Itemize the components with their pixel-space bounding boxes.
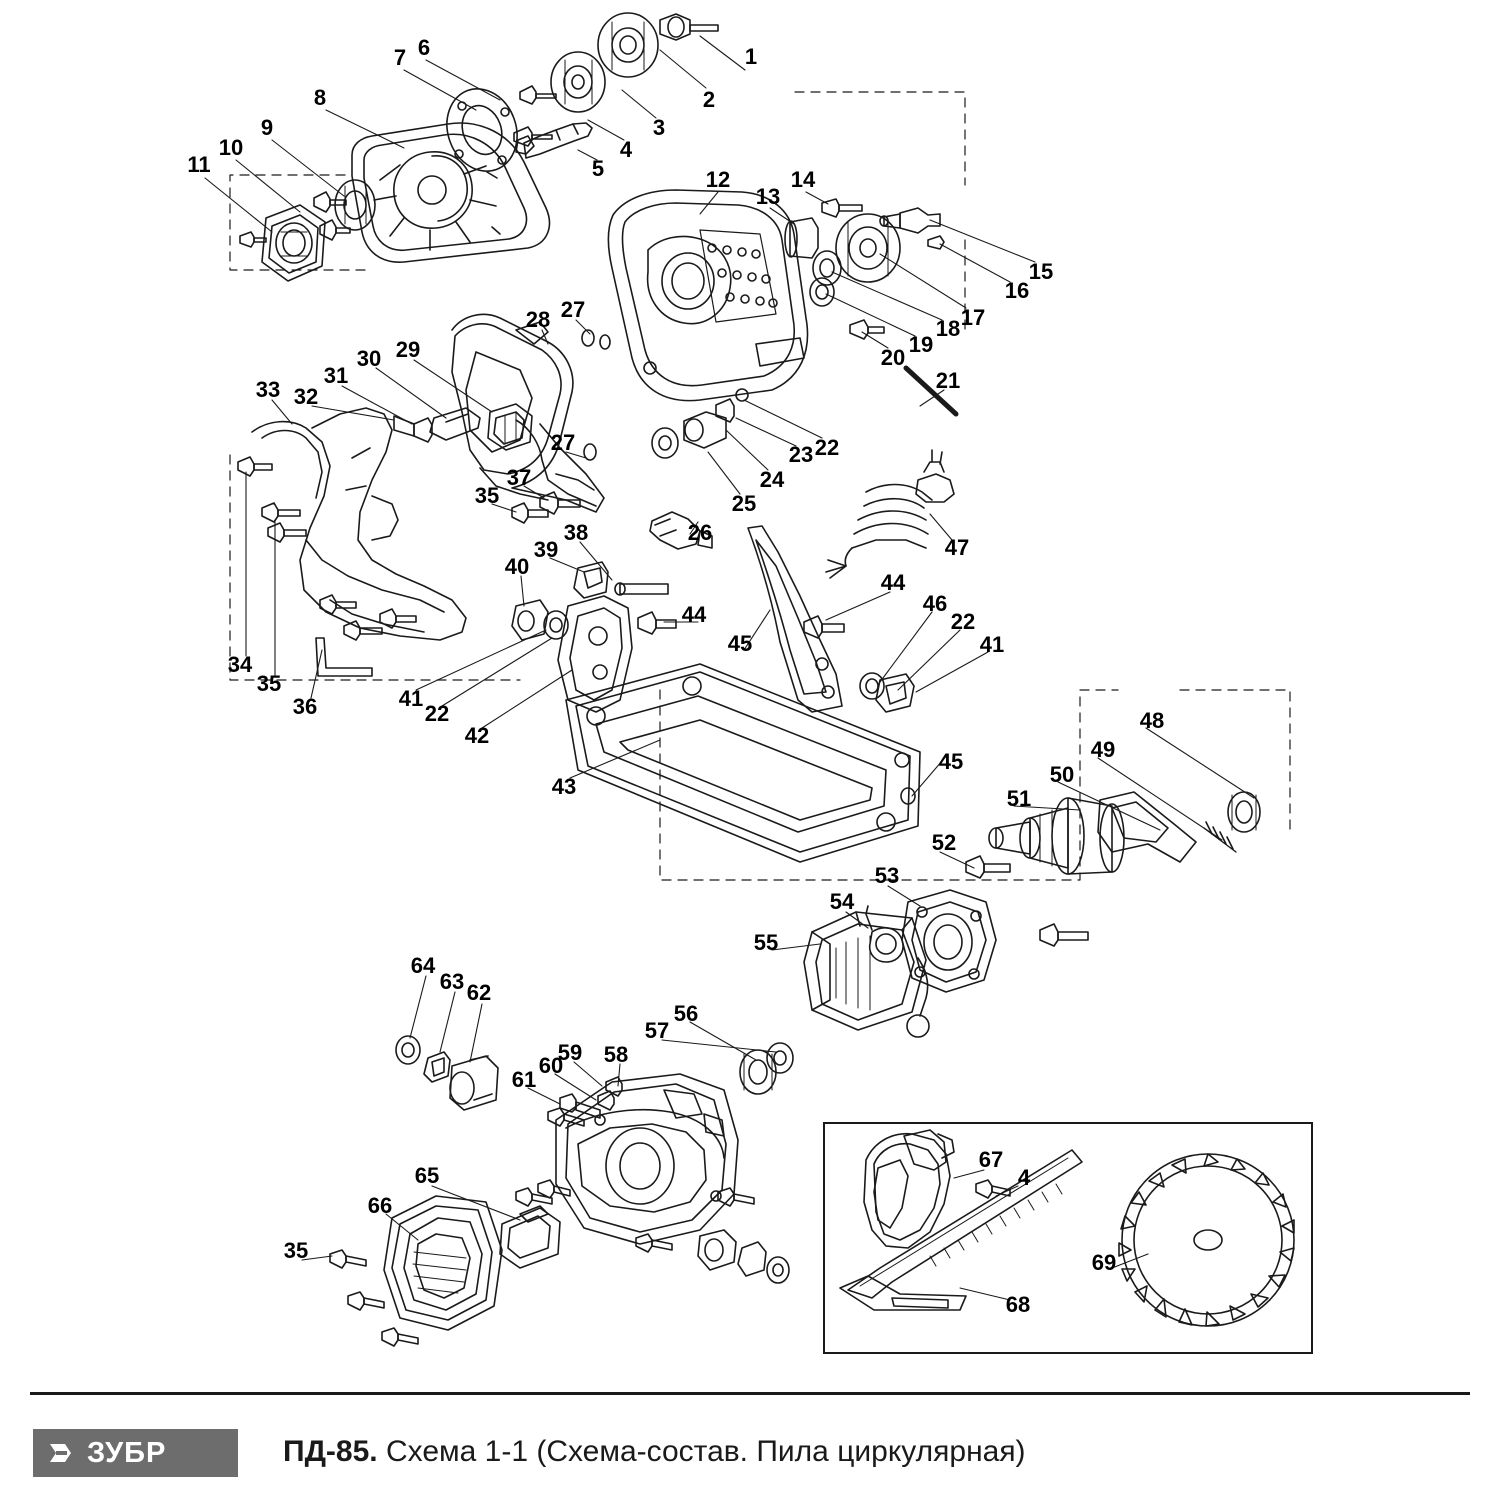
callout-number: 41 [398, 686, 424, 711]
callout-number: 44 [681, 602, 707, 627]
callout-number: 53 [874, 863, 900, 888]
callout-number: 31 [323, 363, 349, 388]
callout-number: 13 [755, 184, 781, 209]
callout-number: 43 [551, 774, 577, 799]
callout-number: 21 [935, 368, 961, 393]
callout-number: 69 [1091, 1250, 1117, 1275]
callout-number: 67 [978, 1147, 1004, 1172]
callout-number: 22 [814, 435, 840, 460]
callout-number: 27 [560, 297, 586, 322]
callout-number: 12 [705, 167, 731, 192]
callout-number: 2 [702, 87, 716, 112]
callout-number: 39 [533, 537, 559, 562]
callout-number: 22 [424, 701, 450, 726]
callout-number: 63 [439, 969, 465, 994]
footer [0, 1392, 1500, 1500]
model-label: ПД-85. [283, 1435, 378, 1468]
callout-number: 27 [550, 430, 576, 455]
callout-number: 57 [644, 1018, 670, 1043]
callout-number: 1 [744, 44, 758, 69]
callout-number: 45 [727, 631, 753, 656]
callout-number: 60 [538, 1053, 564, 1078]
callout-number: 11 [187, 152, 211, 177]
callout-number: 35 [283, 1238, 309, 1263]
callout-number: 19 [908, 332, 934, 357]
scheme-label: Схема 1-1 (Схема-состав. Пила циркулярная) [385, 1435, 1026, 1468]
callout-number: 23 [788, 442, 814, 467]
callout-number: 18 [935, 316, 961, 341]
callout-number: 20 [880, 345, 906, 370]
callout-number: 42 [464, 723, 490, 748]
callout-number: 35 [474, 483, 500, 508]
callout-number: 22 [950, 609, 976, 634]
callout-number: 51 [1006, 786, 1032, 811]
callout-number: 29 [395, 337, 421, 362]
callout-number: 17 [960, 305, 986, 330]
callout-number: 54 [829, 889, 855, 914]
callout-number: 5 [591, 156, 605, 181]
callout-number: 15 [1028, 259, 1054, 284]
brand-name: ЗУБР [87, 1436, 167, 1469]
callout-number: 64 [410, 953, 436, 978]
callout-number: 38 [563, 520, 589, 545]
callout-number: 4 [619, 137, 633, 162]
callout-number: 8 [313, 85, 327, 110]
footer-divider [30, 1392, 1470, 1395]
callout-number: 36 [292, 694, 318, 719]
callout-number: 55 [753, 930, 779, 955]
callout-number: 37 [506, 465, 532, 490]
callout-number: 41 [979, 632, 1005, 657]
callout-number: 56 [673, 1001, 699, 1026]
callout-number: 32 [293, 384, 319, 409]
callout-number: 68 [1005, 1292, 1031, 1317]
callout-number: 47 [944, 535, 970, 560]
diagram-caption [283, 1435, 1026, 1469]
arrow-right-icon [47, 1438, 77, 1468]
callout-number: 24 [759, 467, 785, 492]
brand-badge [33, 1429, 238, 1477]
callout-number: 25 [731, 491, 757, 516]
callout-number: 6 [417, 35, 431, 60]
callout-number: 10 [218, 135, 244, 160]
callout-number: 34 [227, 652, 253, 677]
callout-number: 9 [260, 115, 274, 140]
callout-number: 3 [652, 115, 666, 140]
callout-number: 65 [414, 1163, 440, 1188]
callout-number: 58 [603, 1042, 629, 1067]
callout-number: 49 [1090, 737, 1116, 762]
callout-number: 30 [356, 346, 382, 371]
callout-number: 62 [466, 980, 492, 1005]
callout-number: 40 [504, 554, 530, 579]
callout-number: 28 [525, 307, 551, 332]
callout-number: 4 [1017, 1165, 1031, 1190]
callout-number: 45 [938, 749, 964, 774]
callout-number: 26 [687, 520, 713, 545]
callout-number: 14 [790, 167, 816, 192]
callout-number: 7 [393, 45, 407, 70]
callout-number: 35 [256, 671, 282, 696]
callout-number: 59 [557, 1040, 583, 1065]
callout-number: 33 [255, 377, 281, 402]
callout-number: 48 [1139, 708, 1165, 733]
callout-number: 16 [1004, 278, 1030, 303]
callout-number: 50 [1049, 762, 1075, 787]
callout-number: 46 [922, 591, 948, 616]
callout-number: 66 [367, 1193, 393, 1218]
callout-number: 52 [931, 830, 957, 855]
callout-number: 44 [880, 570, 906, 595]
callout-number: 61 [511, 1067, 537, 1092]
